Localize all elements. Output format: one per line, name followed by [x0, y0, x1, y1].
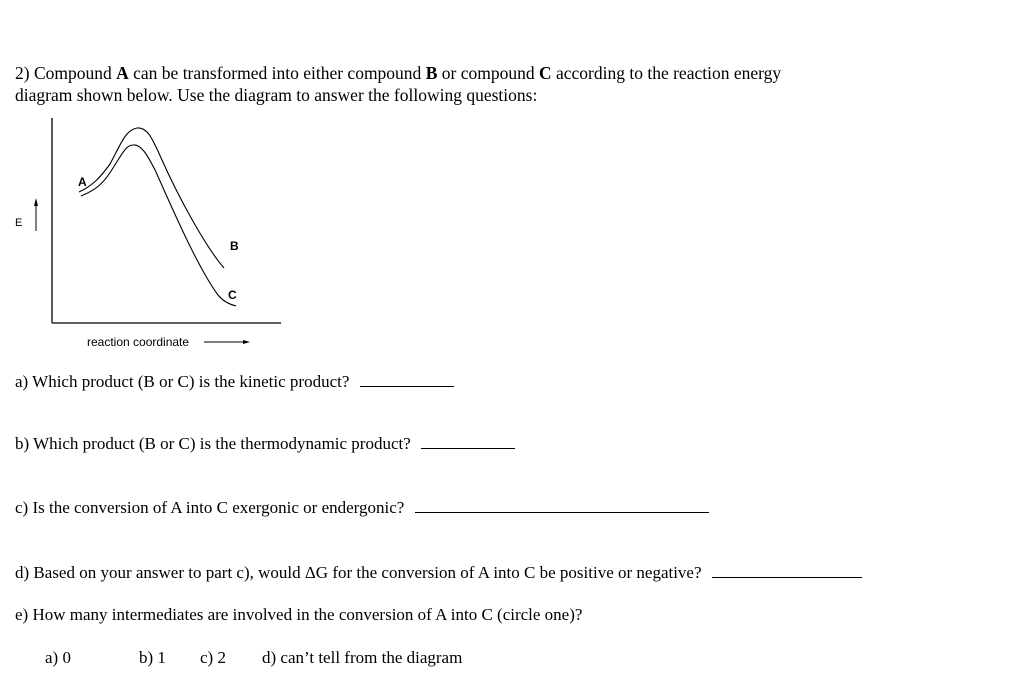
curve-a-to-c	[81, 145, 236, 306]
choice-d[interactable]: d) can’t tell from the diagram	[262, 648, 463, 667]
intro-text-3: or compound	[437, 63, 539, 83]
label-a: A	[78, 175, 87, 189]
intro-line-2: diagram shown below. Use the diagram to answer the following questions:	[15, 85, 538, 105]
part-e	[15, 605, 582, 625]
part-c	[15, 498, 709, 518]
part-c-text: c) Is the conversion of A into C exergonic or endergonic?	[15, 498, 405, 517]
intro-text-2: can be transformed into either compound	[128, 63, 426, 83]
curve-a-to-b	[79, 128, 224, 268]
part-d-answer-blank[interactable]	[712, 576, 862, 578]
part-c-answer-blank[interactable]	[415, 511, 709, 513]
choice-b[interactable]: b) 1	[139, 648, 166, 667]
part-d	[15, 563, 862, 583]
energy-arrowhead	[34, 198, 38, 206]
part-a-answer-blank[interactable]	[360, 385, 454, 387]
part-b-answer-blank[interactable]	[421, 447, 515, 449]
part-e-text: e) How many intermediates are involved in the conversion of A into C (circle one)?	[15, 605, 583, 624]
label-b: B	[230, 239, 239, 253]
label-c: C	[228, 288, 237, 302]
intro-text-1: 2) Compound	[15, 63, 117, 83]
intro-text-4: according to the reaction energy	[551, 63, 782, 83]
part-b	[15, 434, 515, 454]
compound-c-label: C	[538, 63, 552, 83]
reaction-energy-diagram	[0, 0, 300, 360]
part-a-text: a) Which product (B or C) is the kinetic product?	[15, 372, 350, 391]
compound-a-label: A	[116, 63, 129, 83]
reaction-coordinate-label: reaction coordinate	[87, 335, 190, 349]
part-d-text: d) Based on your answer to part c), would ΔG for the conversion of A into C be positive or negative?	[15, 563, 702, 582]
part-a	[15, 372, 454, 392]
choice-a[interactable]: a) 0	[45, 648, 71, 667]
choice-c[interactable]: c) 2	[200, 648, 226, 667]
energy-axis-label: E	[15, 217, 23, 229]
compound-b-label: B	[425, 63, 438, 83]
reaction-coordinate-arrowhead	[243, 340, 250, 344]
part-b-text: b) Which product (B or C) is the thermodynamic product?	[15, 434, 411, 453]
